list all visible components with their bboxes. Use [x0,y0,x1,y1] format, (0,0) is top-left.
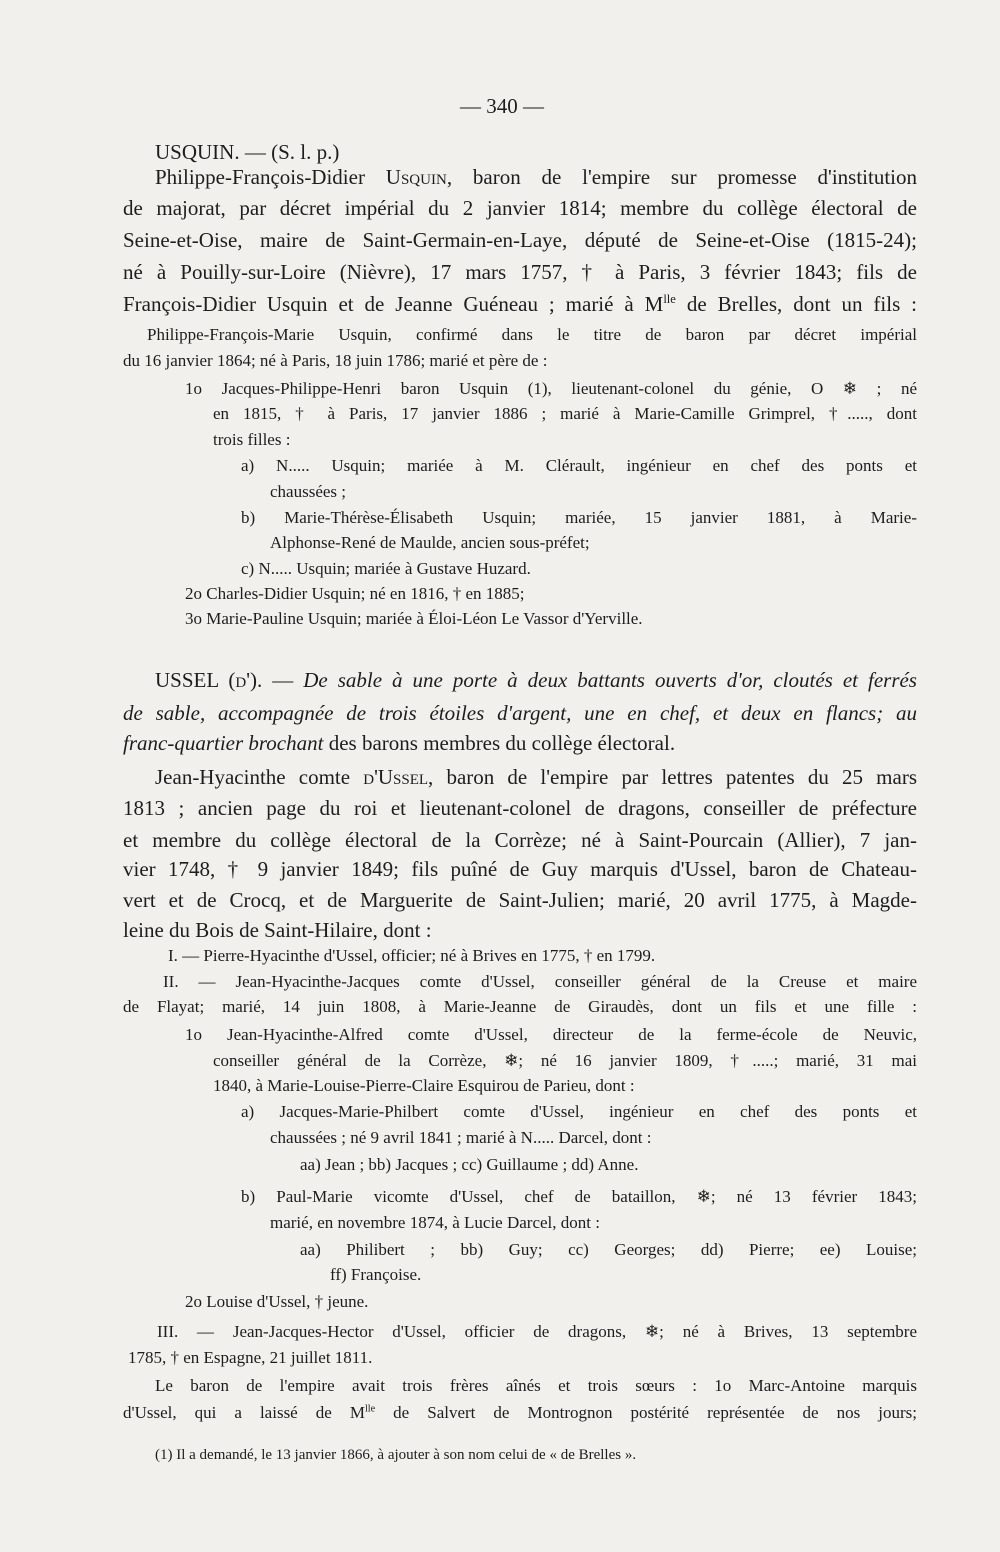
paragraph-line: leine du Bois de Saint-Hilaire, dont : [123,918,432,942]
list-item: 1o Jean-Hyacinthe-Alfred comte d'Ussel, directeur de la ferme-école de Neuvic, [185,1025,917,1044]
list-item: aa) Jean ; bb) Jacques ; cc) Guillaume ; dd) Anne. [300,1155,639,1174]
list-item: ff) Françoise. [330,1265,422,1284]
paragraph-line: Le baron de l'empire avait trois frères aînés et trois sœurs : 1o Marc-Antoine marquis [155,1376,917,1395]
list-item: 3o Marie-Pauline Usquin; mariée à Éloi-Léon Le Vassor d'Yerville. [185,609,643,628]
list-item: de Flayat; marié, 14 juin 1808, à Marie-Jeanne de Giraudès, dont un fils et une fille : [123,997,917,1016]
list-item: a) N..... Usquin; mariée à M. Clérault, ingénieur en chef des ponts et [241,456,917,475]
list-item: III. — Jean-Jacques-Hector d'Ussel, officier de dragons, ❄; né à Brives, 13 septembre [157,1322,917,1341]
paragraph-line: François-Didier Usquin et de Jeanne Guéneau ; marié à $M^{lle}$ de Brelles, dont un fils : [123,292,917,316]
list-item: I. — Pierre-Hyacinthe d'Ussel, officier; né à Brives en 1775, † en 1799. [168,946,656,965]
paragraph-line: de majorat, par décret impérial du 2 janvier 1814; membre du collège électoral de [123,196,917,220]
list-item: chaussées ; né 9 avril 1841 ; marié à N..... Darcel, dont : [270,1128,652,1147]
paragraph-line: Philippe-François-Didier Usquin, baron de l'empire sur promesse d'institution [155,165,918,189]
list-item: Alphonse-René de Maulde, ancien sous-préfet; [270,533,590,552]
list-item: 2o Louise d'Ussel, † jeune. [185,1292,369,1311]
list-item: 2o Charles-Didier Usquin; né en 1816, † en 1885; [185,584,525,603]
entry-blazon: de sable, accompagnée de trois étoiles d'argent, une en chef, et deux en flancs; au [123,701,917,725]
paragraph-line: et membre du collège électoral de la Corrèze; né à Saint-Pourcain (Allier), 7 jan- [123,828,917,852]
footnote: (1) Il a demandé, le 13 janvier 1866, à ajouter à son nom celui de « de Brelles ». [155,1447,637,1463]
list-item: c) N..... Usquin; mariée à Gustave Huzard. [241,559,531,578]
list-item: marié, en novembre 1874, à Lucie Darcel, dont : [270,1213,600,1232]
list-item: b) Paul-Marie vicomte d'Ussel, chef de bataillon, ❄; né 13 février 1843; [241,1187,917,1206]
entry-blazon: franc-quartier brochant des barons membres du collège électoral. [123,731,676,755]
entry-heading: USSEL (d'). — De sable à une porte à deux battants ouverts d'or, cloutés et ferrés [155,668,917,692]
list-item: b) Marie-Thérèse-Élisabeth Usquin; mariée, 15 janvier 1881, à Marie- [241,508,917,527]
paragraph-line: né à Pouilly-sur-Loire (Nièvre), 17 mars 1757, † à Paris, 3 février 1843; fils de [123,260,917,284]
list-item: 1840, à Marie-Louise-Pierre-Claire Esquirou de Parieu, dont : [213,1076,635,1095]
list-item: chaussées ; [270,482,347,501]
paragraph-line: Seine-et-Oise, maire de Saint-Germain-en-Laye, député de Seine-et-Oise (1815-24); [123,228,917,252]
paragraph-line: du 16 janvier 1864; né à Paris, 18 juin 1786; marié et père de : [123,351,548,370]
paragraph-line: vert et de Crocq, et de Marguerite de Saint-Julien; marié, 20 avril 1775, à Magde- [123,888,917,912]
paragraph-line: 1813 ; ancien page du roi et lieutenant-colonel de dragons, conseiller de préfecture [123,796,917,820]
entry-heading: USQUIN. — (S. l. p.) [155,140,340,164]
page-number: — 340 — [460,94,544,118]
list-item: conseiller général de la Corrèze, ❄; né 16 janvier 1809, †.....; marié, 31 mai [213,1051,917,1070]
list-item: 1o Jacques-Philippe-Henri baron Usquin (1), lieutenant-colonel du génie, O ❄ ; né [185,379,917,398]
list-item: II. — Jean-Hyacinthe-Jacques comte d'Ussel, conseiller général de la Creuse et maire [163,972,917,991]
list-item: trois filles : [213,430,291,449]
list-item: en 1815, † à Paris, 17 janvier 1886 ; marié à Marie-Camille Grimprel, †....., dont [213,404,917,423]
paragraph-line: Philippe-François-Marie Usquin, confirmé dans le titre de baron par décret impérial [147,325,917,344]
list-item: aa) Philibert ; bb) Guy; cc) Georges; dd) Pierre; ee) Louise; [300,1240,917,1259]
list-item: a) Jacques-Marie-Philbert comte d'Ussel, ingénieur en chef des ponts et [241,1102,917,1121]
paragraph-line: d'Ussel, qui a laissé de $M^{lle}$ de Salvert de Montrognon postérité représentée de nos jours; [123,1403,917,1422]
paragraph-line: Jean-Hyacinthe comte d'Ussel, baron de l'empire par lettres patentes du 25 mars [155,765,917,789]
list-item: 1785, † en Espagne, 21 juillet 1811. [128,1348,373,1367]
paragraph-line: vier 1748, † 9 janvier 1849; fils puîné de Guy marquis d'Ussel, baron de Chateau- [123,857,917,881]
